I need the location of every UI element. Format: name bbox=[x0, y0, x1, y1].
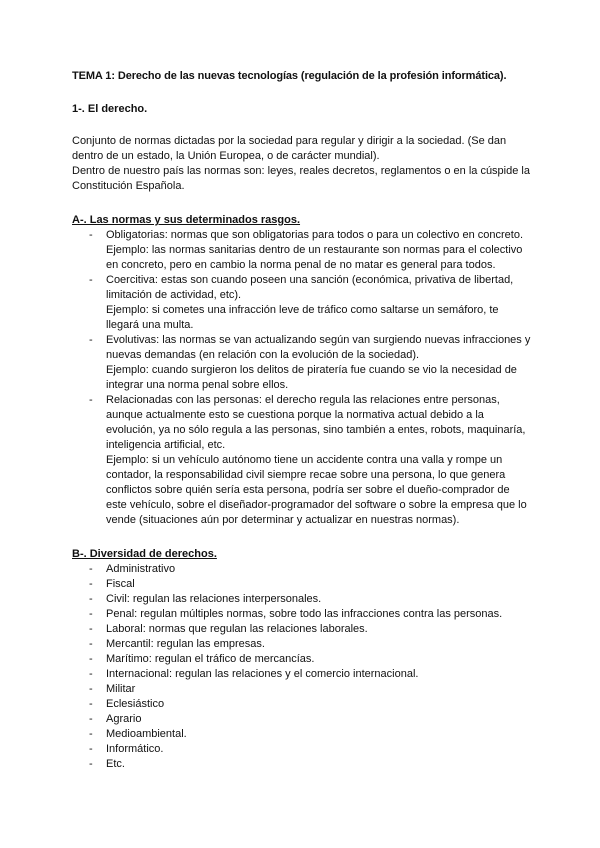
list-item bbox=[72, 622, 532, 637]
list-item bbox=[72, 682, 532, 697]
list-item-text: Civil: regulan las relaciones interpersonales. bbox=[106, 593, 322, 605]
list-item bbox=[72, 757, 532, 772]
list-item bbox=[72, 712, 532, 727]
list-item-text: Eclesiástico bbox=[106, 698, 165, 710]
list-item bbox=[72, 727, 532, 742]
section-heading-normas: A-. Las normas y sus determinados rasgos. bbox=[72, 214, 301, 226]
intro-paragraph: Dentro de nuestro país las normas son: leyes, reales decretos, reglamentos o en la cúspide la Constitución Española. bbox=[72, 165, 530, 192]
dash-bullet: - bbox=[89, 758, 93, 770]
list-item bbox=[72, 228, 532, 273]
dash-bullet: - bbox=[89, 394, 93, 406]
list-item-text: Informático. bbox=[106, 743, 164, 755]
list-item bbox=[72, 577, 532, 592]
dash-bullet: - bbox=[89, 713, 93, 725]
list-item-text: Medioambiental. bbox=[106, 728, 187, 740]
dash-bullet: - bbox=[89, 668, 93, 680]
list-item-text: Relacionadas con las personas: el derecho regula las relaciones entre personas, aunque actualmente esto se cuestiona porque la normativa actual debido a la evolución, ya no sólo regula a las personas, sino también a entes, robots, maquinaría, inteligencia artificial, etc. bbox=[106, 394, 526, 451]
list-item-text: Agrario bbox=[106, 713, 142, 725]
list-item bbox=[72, 637, 532, 652]
diversidad-derechos-list bbox=[72, 562, 532, 772]
dash-bullet: - bbox=[89, 653, 93, 665]
list-item bbox=[72, 607, 532, 622]
list-item bbox=[72, 592, 532, 607]
list-item-text: Mercantil: regulan las empresas. bbox=[106, 638, 265, 650]
list-item bbox=[72, 333, 532, 393]
list-item bbox=[72, 562, 532, 577]
list-item-text: Evolutivas: las normas se van actualizando según van surgiendo nuevas infracciones y nuevas demandas (en relación con la evolución de la sociedad). bbox=[106, 334, 531, 361]
list-item-text: Administrativo bbox=[106, 563, 176, 575]
section-heading-diversidad: B-. Diversidad de derechos. bbox=[72, 548, 217, 560]
document-body bbox=[72, 69, 532, 772]
list-item-text: Internacional: regulan las relaciones y el comercio internacional. bbox=[106, 668, 419, 680]
section-heading-derecho: 1-. El derecho. bbox=[72, 103, 148, 115]
dash-bullet: - bbox=[89, 334, 93, 346]
list-item bbox=[72, 393, 532, 528]
list-item-text: Penal: regulan múltiples normas, sobre todo las infracciones contra las personas. bbox=[106, 608, 503, 620]
list-item bbox=[72, 742, 532, 757]
list-item-text: Coercitiva: estas son cuando poseen una sanción (económica, privativa de libertad, limitación de actividad, etc). bbox=[106, 274, 514, 301]
list-item-text: Laboral: normas que regulan las relaciones laborales. bbox=[106, 623, 368, 635]
list-item-text: Obligatorias: normas que son obligatorias para todos o para un colectivo en concreto. bbox=[106, 229, 524, 241]
list-item bbox=[72, 273, 532, 333]
dash-bullet: - bbox=[89, 274, 93, 286]
list-item-text: Marítimo: regulan el tráfico de mercancías. bbox=[106, 653, 315, 665]
dash-bullet: - bbox=[89, 563, 93, 575]
document-title: TEMA 1: Derecho de las nuevas tecnologías (regulación de la profesión informática). bbox=[72, 70, 507, 82]
normas-rasgos-list bbox=[72, 228, 532, 528]
list-item bbox=[72, 697, 532, 712]
list-item-text: Fiscal bbox=[106, 578, 135, 590]
dash-bullet: - bbox=[89, 578, 93, 590]
intro-paragraph: Conjunto de normas dictadas por la sociedad para regular y dirigir a la sociedad. (Se dan dentro de un estado, la Unión Europea, o de carácter mundial). bbox=[72, 135, 507, 162]
list-item-example: Ejemplo: las normas sanitarias dentro de un restaurante son normas para el colectivo en concreto, pero en cambio la norma penal de no matar es general para todos. bbox=[106, 244, 523, 271]
dash-bullet: - bbox=[89, 728, 93, 740]
dash-bullet: - bbox=[89, 229, 93, 241]
list-item-example: Ejemplo: cuando surgieron los delitos de piratería fue cuando se vio la necesidad de integrar una norma penal sobre ellos. bbox=[106, 364, 517, 391]
list-item bbox=[72, 652, 532, 667]
dash-bullet: - bbox=[89, 683, 93, 695]
list-item-text: Etc. bbox=[106, 758, 125, 770]
list-item bbox=[72, 667, 532, 682]
dash-bullet: - bbox=[89, 698, 93, 710]
dash-bullet: - bbox=[89, 623, 93, 635]
list-item-text: Militar bbox=[106, 683, 136, 695]
dash-bullet: - bbox=[89, 743, 93, 755]
dash-bullet: - bbox=[89, 593, 93, 605]
dash-bullet: - bbox=[89, 638, 93, 650]
list-item-example: Ejemplo: si un vehículo autónomo tiene un accidente contra una valla y rompe un contador, la responsabilidad civil siempre recae sobre una persona, lo que genera conflictos sobre quién sería esta persona, podría ser sobre el dueño-comprador de este vehículo, sobre el diseñador-programador del software o sobre la empresa que lo vende (situaciones aún por determinar y actualizar en nuestras normas). bbox=[106, 454, 527, 526]
dash-bullet: - bbox=[89, 608, 93, 620]
list-item-example: Ejemplo: si cometes una infracción leve de tráfico como saltarse un semáforo, te llegará una multa. bbox=[106, 304, 499, 331]
